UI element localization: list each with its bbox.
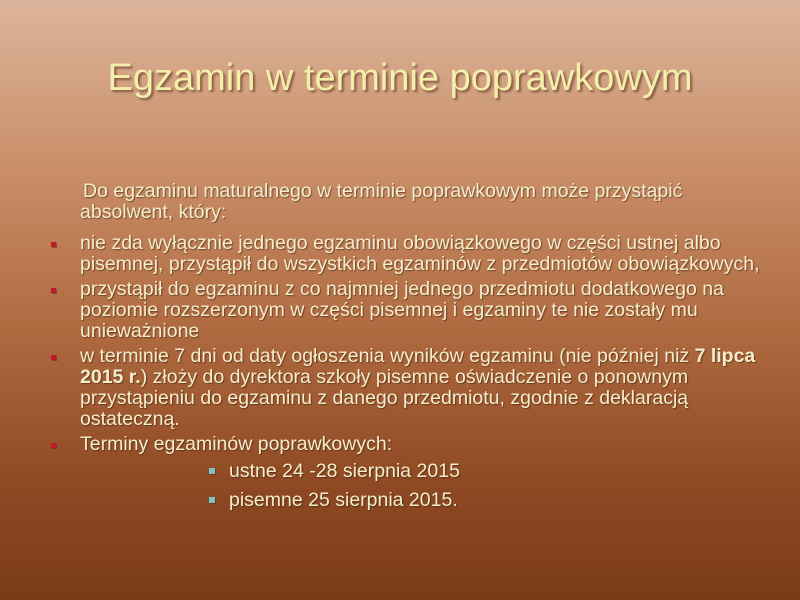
sub-bullet-marker-icon xyxy=(209,468,215,474)
sub-list-item xyxy=(0,459,800,483)
sub-bullet-marker-icon xyxy=(209,497,215,503)
intro-paragraph xyxy=(0,181,780,223)
bullet-marker-icon xyxy=(51,242,56,247)
sub-list-item xyxy=(0,488,800,512)
list-item-text: nie zda wyłącznie jednego egzaminu obowiązkowego w części ustnej albo pisemnej, przystąpił do wszystkich egzaminów z przedmiotów obowiązkowych, xyxy=(80,232,760,275)
requirements-list xyxy=(0,233,800,455)
exam-date-written: pisemne 25 sierpnia 2015. xyxy=(229,489,458,511)
exam-date-oral: ustne 24 -28 sierpnia 2015 xyxy=(229,460,460,482)
list-item-text-before: w terminie 7 dni od daty ogłoszenia wyników egzaminu (nie później niż xyxy=(80,345,695,367)
bullet-marker-icon xyxy=(51,355,56,360)
bullet-marker-icon xyxy=(51,443,56,448)
intro-line-2: absolwent, który: xyxy=(80,201,227,223)
slide-body xyxy=(0,181,800,517)
deadline-date: 7 lipca 2015 r. xyxy=(80,345,756,388)
list-item-text-after: ) złoży do dyrektora szkoły pisemne oświadczenie o ponownym przystąpieniu do egzaminu z danego przedmiotu, zgodnie z deklaracją ostateczną. xyxy=(80,366,689,430)
list-item-text: przystąpił do egzaminu z co najmniej jednego przedmiotu dodatkowego na poziomie rozszerzonym w części pisemnej i egzaminy te nie zostały mu unieważnione xyxy=(80,278,724,342)
list-item xyxy=(0,233,780,275)
list-item xyxy=(0,279,780,342)
bullet-marker-icon xyxy=(51,288,56,293)
intro-line-1: Do egzaminu maturalnego w terminie poprawkowym może przystąpić xyxy=(83,180,683,202)
exam-dates-list xyxy=(0,459,800,512)
slide-title: Egzamin w terminie poprawkowym xyxy=(107,57,693,99)
list-item xyxy=(0,434,780,455)
list-item-text: Terminy egzaminów poprawkowych: xyxy=(80,433,393,455)
list-item xyxy=(0,346,780,430)
